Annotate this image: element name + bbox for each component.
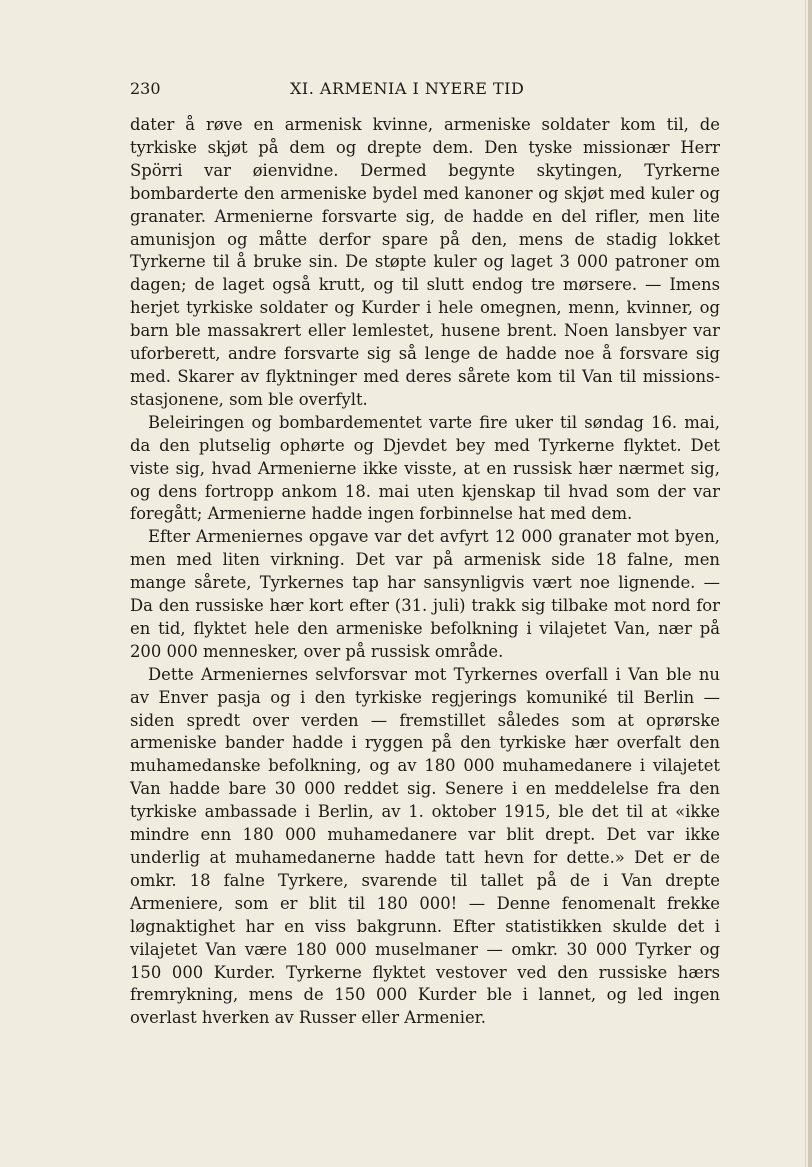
paragraph-1: dater å røve en armenisk kvinne, armeniske soldater kom til, de tyrkiske skjøt på dem og drepte dem. Den tyske missionær Herr Spörri var øienvidne. Dermed begynte skytingen, Tyrkerne bombarderte den armeniske bydel med kanoner og skjøt med kuler og granater. Armenierne forsvarte sig, de hadde en del rifler, men lite amunisjon og måtte derfor spare på den, mens de stadig lokket Tyrkerne til å bruke sin. De støpte kuler og laget 3 000 patroner om dagen; de laget også krutt, og til slutt endog tre mørsere. — Imens herjet tyrkiske soldater og Kurder i hele omegnen, menn, kvinner, og barn ble massakrert eller lemlestet, husene brent. Noen lansbyer var uforberett, andre forsvarte sig så lenge de hadde noe å forsvare sig med. Skarer av flyktninger med deres sårete kom til Van til missions-stasjonene, som ble overfylt. [130,115,720,409]
paragraph-4: Dette Armeniernes selvforsvar mot Tyrkernes overfall i Van ble nu av Enver pasja og i den tyrkiske regjerings komuniké til Berlin — siden spredt over verden — fremstillet således som at oprørske armeniske bander hadde i ryggen på den tyrkiske hær overfalt den muhamedanske befolkning, og av 180 000 muhamedanere i vilajetet Van hadde bare 30 000 reddet sig. Senere i en meddelelse fra den tyrkiske ambassade i Berlin, av 1. oktober 1915, ble det til at «ikke mindre enn 180 000 muhamedanere var blit drept. Det var ikke underlig at muhamedanerne hadde tatt hevn for dette.» Det er de omkr. 18 falne Tyrkere, svarende til tallet på de i Van drepte Armeniere, som er blit til 180 000! — Denne fenomenalt frekke løgnaktighet har en viss bakgrunn. Efter statistikken skulde det i vilajetet Van være 180 000 muselmaner — omkr. 30 000 Tyrker og 150 000 Kurder. Tyrkerne flyktet vestover ved den russiske hærs fremrykning, mens de 150 000 Kurder ble i lannet, og led ingen overlast hverken av Russer eller Armenier. [130,664,720,1028]
running-title: XI. ARMENIA I NYERE TID [290,79,525,98]
page-edge [808,0,812,1167]
paragraph-2: Beleiringen og bombardementet varte fire uker til søndag 16. mai, da den plutselig ophørte og Djevdet bey med Tyrkerne flyktet. Det viste sig, hvad Armenierne ikke visste, at en russisk hær nærmet sig, og dens fortropp ankom 18. mai uten kjenskap til hvad som der var foregått; Armenierne hadde ingen forbinnelse hat med dem. [130,412,720,524]
page-header [130,78,720,100]
paragraph-3: Efter Armeniernes opgave var det avfyrt 12 000 granater mot byen, men med liten virkning. Det var på armenisk side 18 falne, men mange sårete, Tyrkernes tap har sansynligvis vært noe lignende. — Da den russiske hær kort efter (31. juli) trakk sig tilbake mot nord for en tid, flyktet hele den armeniske befolkning i vilajetet Van, nær på 200 000 mennesker, over på russisk område. [130,527,720,661]
body-text [130,114,720,1030]
page-number: 230 [130,79,161,98]
page-edge-line [805,0,806,1167]
